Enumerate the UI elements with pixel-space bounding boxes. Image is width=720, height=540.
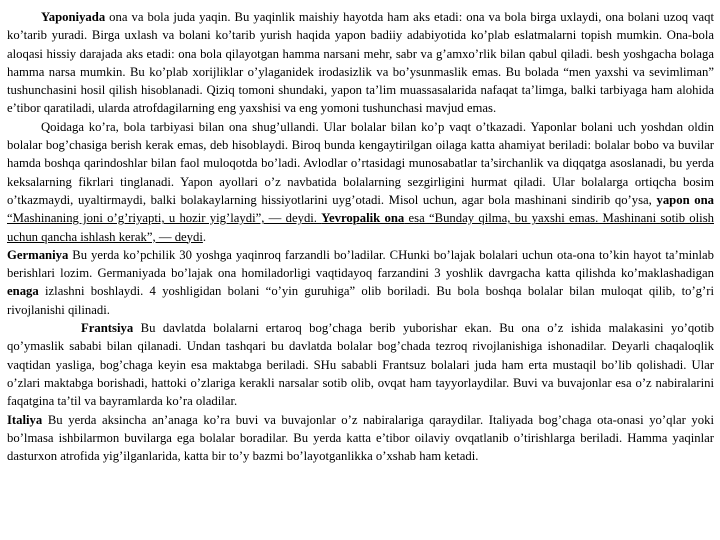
paragraph-france bbox=[7, 319, 714, 410]
paragraph-germany-text: Bu yerda ko’pchilik 30 yoshga yaqinroq farzandli bo’ladilar. CHunki bo’lajak bolalari uchun ota-ona to’kin hayot ta’minlab berishlari lozim. Germaniyada bo’lajak ona homiladorligi vaqtidayoq farzandini 3 yoshlik davrgacha katta qilishda ko’maklashadigan bbox=[7, 247, 714, 281]
paragraph-japan-text: ona va bola juda yaqin. Bu yaqinlik maishiy hayotda ham aks etadi: ona va bola birga uxlaydi, ona bolani uzoq vaqt ko’tarib yuradi. Birga uxlash va bolani ko’tarib yurish haqida yapon badiiy adabiyotida ko’plab eslatmalarni topish mumkin. Ona-bola aloqasi hissiy darajada aks etadi: ona bola qilayotgan hamma narsani mehr, sabr va g’amxo’rlik bilan qabul qiladi. besh yoshgacha bolaga hamma narsa mumkin. Bu ko’plab xorijliklar o’ylaganidek irodasizlik va bo’ysunmaslik emas. Bu bolada “men yaxshi va sevimliman” tushunchasini hosil qilish hisoblanadi. Qiziq tomoni shundaki, yapon ta’lim muassasalarida nafaqat ta’limga, balki tarbiyaga ham alohida e’tibor qaratiladi, ularda atrofdagilarning eng yaxshisi va eng yomoni tushunchasi mavjud emas. bbox=[7, 10, 714, 116]
heading-italy: Italiya bbox=[7, 412, 43, 427]
paragraph-italy bbox=[7, 411, 714, 466]
paragraph-mothers bbox=[7, 118, 714, 246]
heading-japan: Yaponiyada bbox=[41, 10, 106, 24]
paragraph-japan bbox=[7, 8, 714, 118]
paragraph-germany bbox=[7, 246, 714, 319]
paragraph-germany-text-end: izlashni boshlaydi. 4 yoshligidan bolani “o’yin guruhiga” olib boriladi. Bu bola boshqa bolalar bilan muloqat qilib, to’g’ri rivojlanishi qilinadi. bbox=[7, 284, 714, 317]
term-japanese-mother: yapon ona bbox=[656, 192, 715, 207]
paragraph-italy-text: Bu yerda aksincha an’anaga ko’ra buvi va buvajonlar o’z nabiralariga qaraydilar. Italiyada bog’chaga ota-onasi yo’qlar yoki bo’lmasa ishbilarmon buvilarga ega bolalar boradilar. Bu yerda katta e’tibor oilaviy ovqatlanib o’tirishlarga beriladi. Hamma yaqinlar dasturxon atrofida yig’ilganlarida, katta bir to’y bazmi bo’layotganlikka o’xshab ham ketadi. bbox=[7, 412, 714, 464]
paragraph-mothers-text: Qoidaga ko’ra, bola tarbiyasi bilan ona shug’ullandi. Ular bolalar bilan ko’p vaqt o’tkazadi. Yaponlar bolani uch yoshdan oldin bolalar bog’chasiga berish kerak emas, deb hisoblaydi. Biroq bunda kengaytirilgan oilaga katta ahamiyat beriladi: bolalar bobo va buvilar hamda boshqa qarindoshlar bilan faol muloqotda bo’ladi. Avlodlar o’rtasidagi munosabatlar ta’sirchanlik va diqqatga asoslanadi, bu yerda keksalarning fikrlari tinglanadi. Yapon ayollari o’z navbatida bolalarning sezgirligini hurmat qiladi. Ular bolalarga ortiqcha bosim o’tkazmaydi, uyaltirmaydi, balki bolakaylarning hissiyotlarini uyg’otadi. Misol uchun, agar bola mashinani sindirib qo’ysa, bbox=[7, 119, 714, 207]
paragraph-mothers-end: . bbox=[202, 229, 207, 244]
term-nanny: enaga bbox=[7, 284, 39, 299]
quote-japanese-mother: “Mashinaning joni o’g’riyapti, u hozir yig’laydi”, — deydi. bbox=[7, 211, 322, 226]
quote-european-mother: esa “Bunday qilma, bu yaxshi emas. Mashinani sotib olish uchun qancha ishlash kerak”, — deydi bbox=[7, 211, 714, 244]
paragraph-france-text: Bu davlatda bolalarni ertaroq bog’chaga berib yuborishar ekan. Bu ona o’z ishida malakasini yo’qotib qo’ymaslik sababi bilan qilanadi. Undan tashqari bu davlatda bolalar bog’chada tezroq rivojlanishiga ishonadilar. Deyarli chaqaloqlik vaqtidan yasliga, bog’chaga keyin esa maktabga beriladi. SHu sababli Frantsuz bolalari juda ham erta mustaqil bo’lib qolishadi. Ular o’zlari maktabga borishadi, hattoki o’zlariga kerakli narsalar sotib olib, ovqat ham tayyorlaydilar. Buvi va buvajonlar esa o’z nabiralarini faqatgina ta’til va bayramlarda ko’ra oladilar. bbox=[7, 321, 714, 409]
heading-germany: Germaniya bbox=[7, 247, 69, 262]
term-european-mother: Yevropalik ona bbox=[321, 211, 405, 226]
heading-france: Frantsiya bbox=[81, 321, 134, 336]
